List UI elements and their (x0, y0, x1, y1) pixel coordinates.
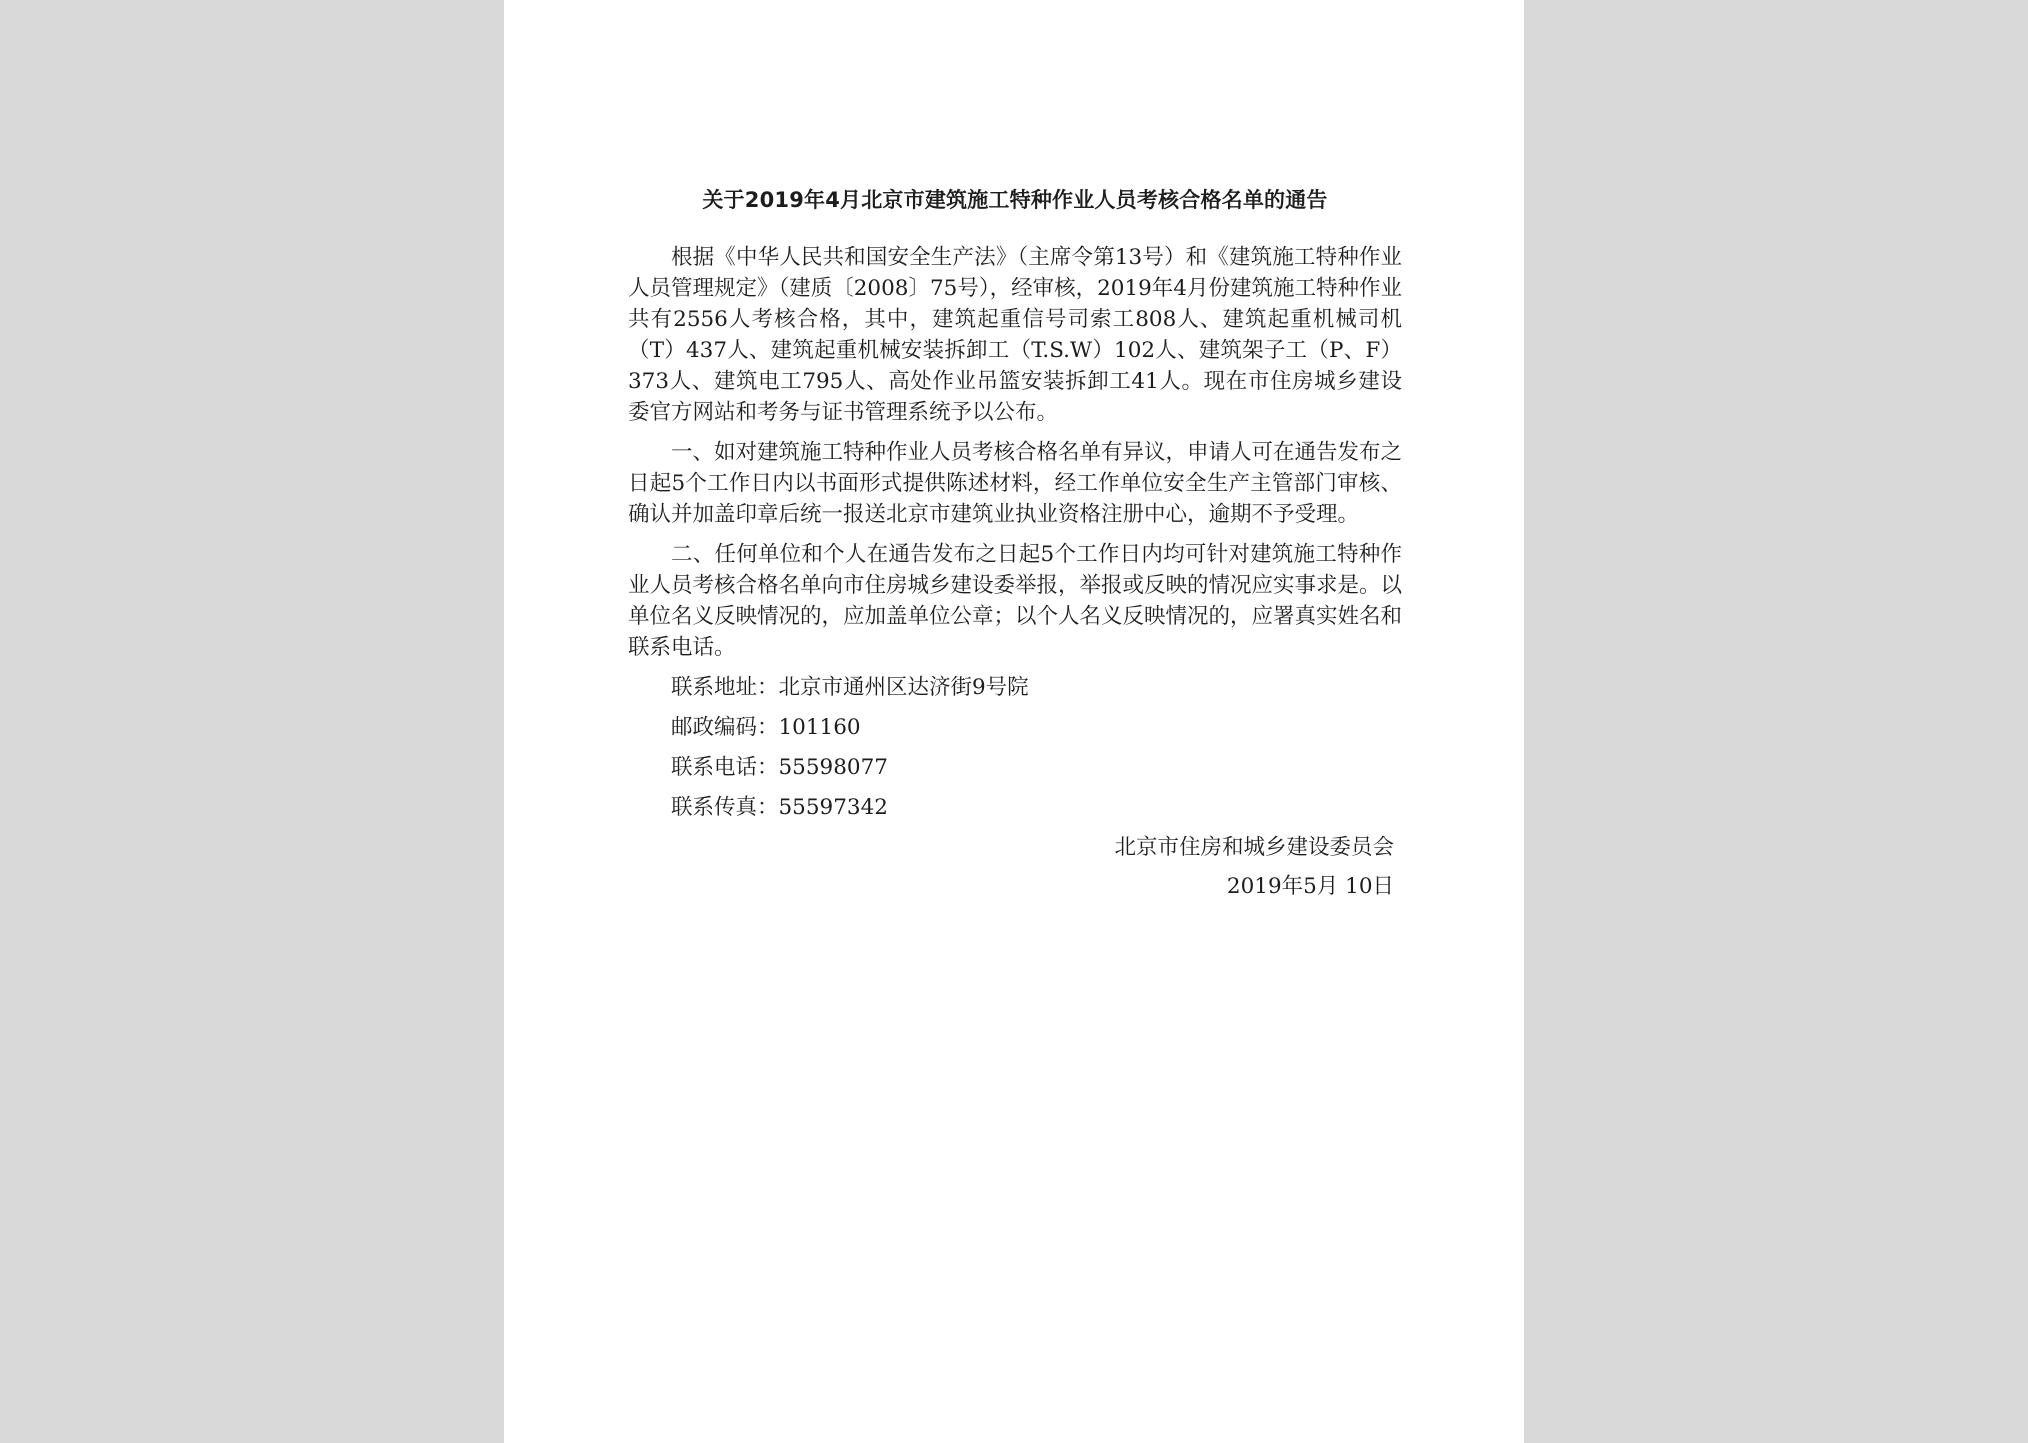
issuer-signature: 北京市住房和城乡建设委员会 (1114, 835, 1394, 860)
contact-address: 联系地址：北京市通州区达济街9号院 (671, 675, 1029, 700)
body-paragraph: 根据《中华人民共和国安全生产法》（主席令第13号）和《建筑施工特种作业人员管理规定》（建质〔2008〕75号），经审核，2019年4月份建筑施工特种作业共有2556人考核合格，其中，建筑起重信号司索工808人、建筑起重机械司机（T）437人、建筑起重机械安装拆卸工（T.S.W）102人、建筑架子工（P、F）373人、建筑电工795人、高处作业吊篮安装拆卸工41人。现在市住房城乡建设委官方网站和考务与证书管理系统予以公布。 (628, 245, 1402, 425)
body-paragraph: 一、如对建筑施工特种作业人员考核合格名单有异议，申请人可在通告发布之日起5个工作日内以书面形式提供陈述材料，经工作单位安全生产主管部门审核、确认并加盖印章后统一报送北京市建筑业执业资格注册中心，逾期不予受理。 (628, 440, 1403, 527)
issue-date: 2019年5月 10日 (1226, 874, 1394, 899)
document-page (504, 0, 1524, 1443)
contact-fax: 联系传真：55597342 (671, 795, 888, 820)
body-paragraph: 二、任何单位和个人在通告发布之日起5个工作日内均可针对建筑施工特种作业人员考核合格名单向市住房城乡建设委举报，举报或反映的情况应实事求是。以单位名义反映情况的，应加盖单位公章；以个人名义反映情况的，应署真实姓名和联系电话。 (628, 542, 1403, 660)
document-title: 关于2019年4月北京市建筑施工特种作业人员考核合格名单的通告 (702, 188, 1328, 212)
page-content (628, 184, 1402, 902)
contact-phone: 联系电话：55598077 (671, 755, 888, 780)
contact-postcode: 邮政编码：101160 (671, 715, 861, 740)
